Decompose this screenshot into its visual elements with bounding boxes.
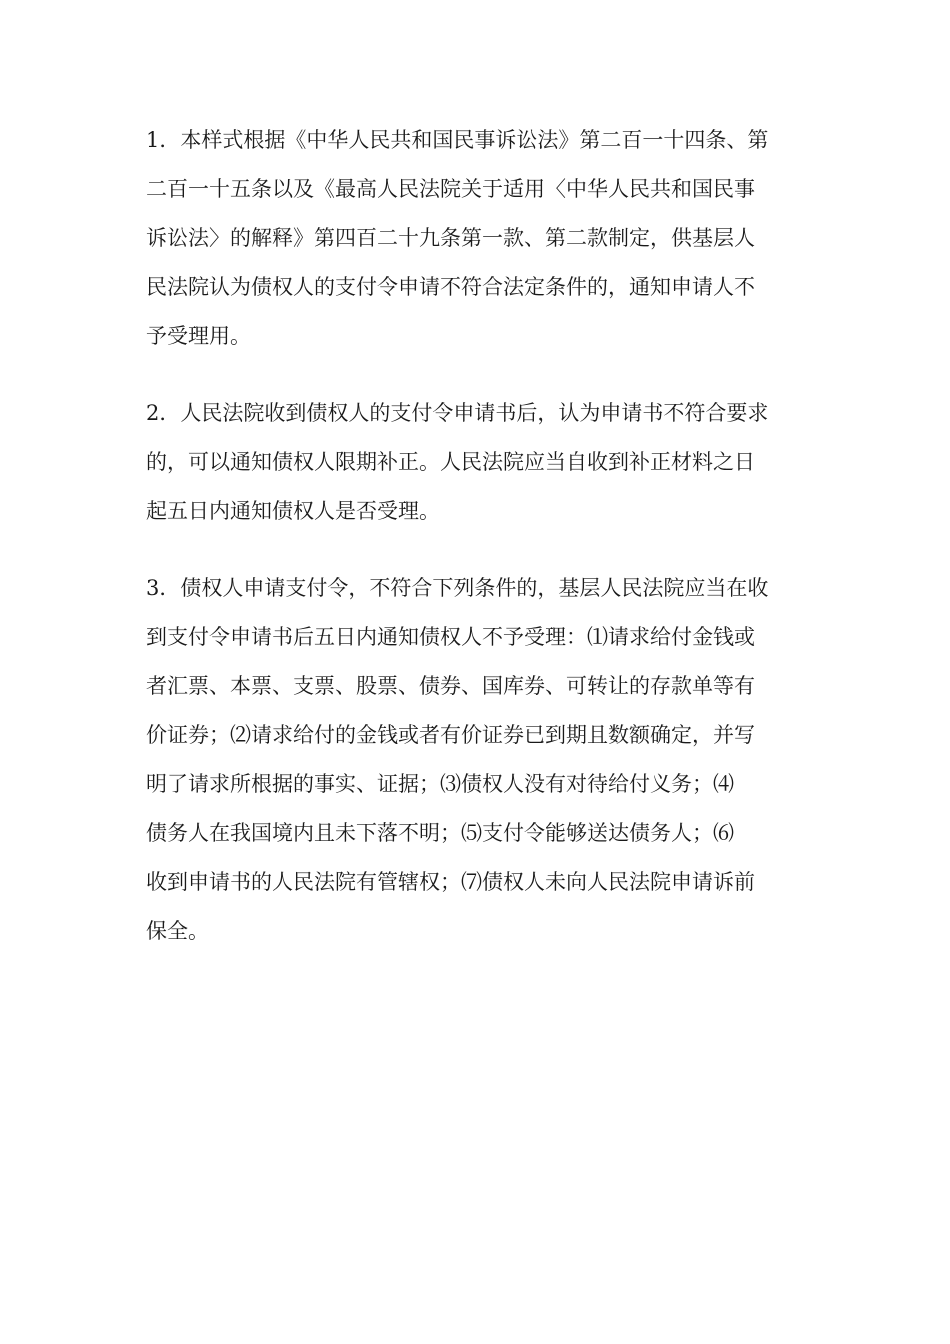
- paragraph-3: 3．债权人申请支付令，不符合下列条件的，基层人民法院应当在收 到支付令申请书后五日内通知债权人不予受理：⑴请求给付金钱或 者汇票、本票、支票、股票、债券、国库券、可转让的存款单等有 价证券；⑵请求给付的金钱或者有价证券已到期且数额确定，并写 明了请求所根据的事实、证据；⑶债权人没有对待给付义务；⑷ 债务人在我国境内且未下落不明；⑸支付令能够送达债务人；⑹ 收到申请书的人民法院有管辖权；⑺债权人未向人民法院申请诉前 保全。: [146, 576, 769, 943]
- document-body: [146, 116, 806, 984]
- paragraph-2: 2．人民法院收到债权人的支付令申请书后，认为申请书不符合要求 的，可以通知债权人限期补正。人民法院应当自收到补正材料之日 起五日内通知债权人是否受理。: [146, 401, 769, 523]
- paragraph-1: 1．本样式根据《中华人民共和国民事诉讼法》第二百一十四条、第 二百一十五条以及《最高人民法院关于适用〈中华人民共和国民事 诉讼法〉的解释》第四百二十九条第一款、第二款制定，供基层人 民法院认为债权人的支付令申请不符合法定条件的，通知申请人不 予受理用。: [146, 128, 769, 348]
